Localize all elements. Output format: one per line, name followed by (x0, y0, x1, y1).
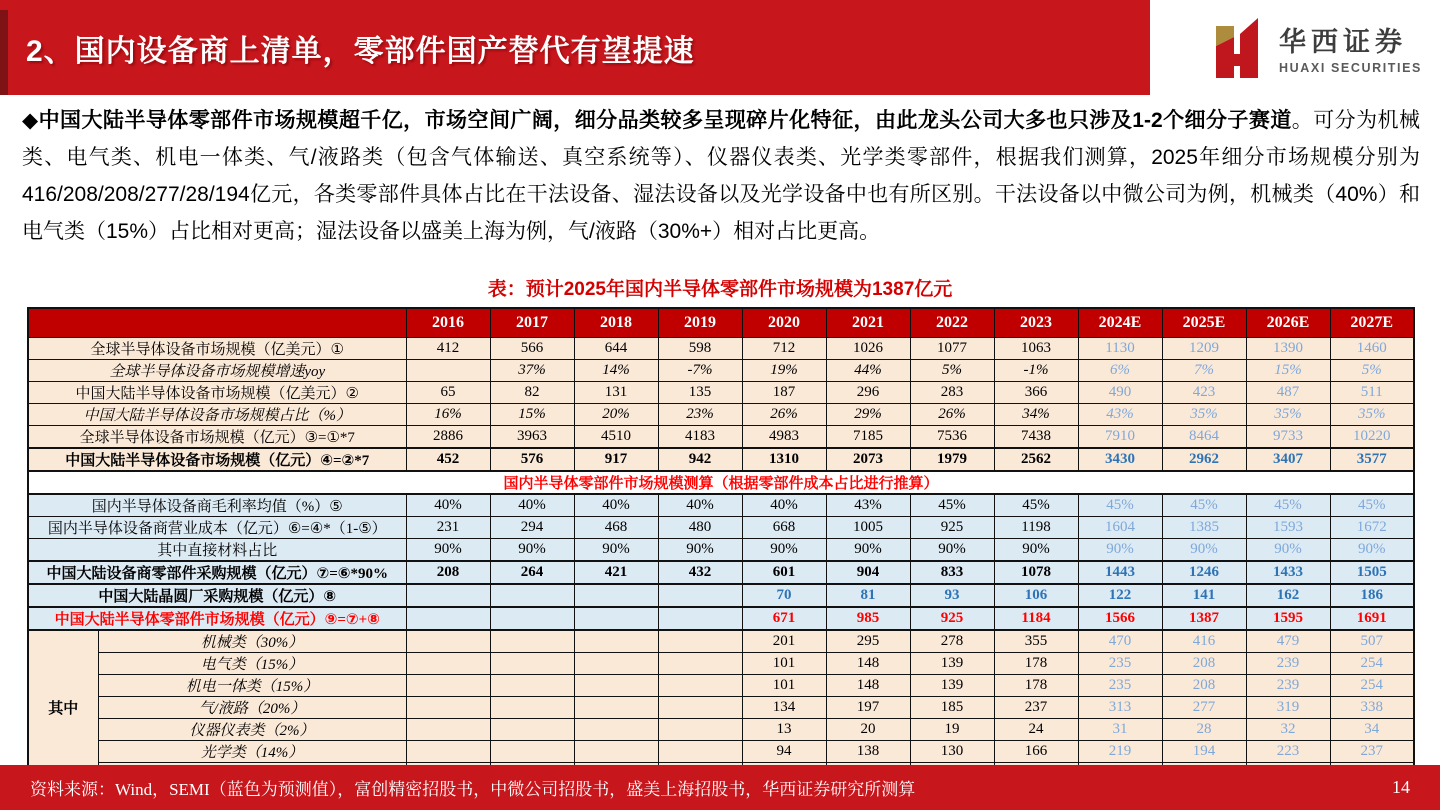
cell-value: 45% (1162, 494, 1246, 517)
cell-value: 355 (994, 630, 1078, 653)
cell-value (574, 718, 658, 740)
summary-regular-text: 。可分为机械类、电气类、机电一体类、气/液路类（包含气体输送、真空系统等）、仪器仪表类、光学类零部件，根据我们测算，2025年细分市场规模分别为416/208/208/277/28/194亿元，各类零部件具体占比在干法设备、湿法设备以及光学设备中也有所区别。干法设备以中微公司为例，机械类（40%）和电气类（15%）占比相对更高；湿法设备以盛美上海为例，气/液路（30%+）相对占比更高。 (22, 109, 1421, 243)
cell-value: 319 (1246, 696, 1330, 718)
cell-value: 237 (994, 696, 1078, 718)
cell-value: 295 (826, 630, 910, 653)
row-label: 中国大陆半导体零部件市场规模（亿元）⑨=⑦+⑧ (28, 607, 406, 630)
cell-value: 1691 (1330, 607, 1414, 630)
year-column-header: 2027E (1330, 308, 1414, 337)
cell-value: 35% (1330, 403, 1414, 425)
cell-value: -7% (658, 359, 742, 381)
row-label: 机械类（30%） (98, 630, 406, 653)
cell-value: 925 (910, 516, 994, 538)
row-label: 全球半导体设备市场规模（亿元）③=①*7 (28, 425, 406, 448)
cell-value: 1130 (1078, 337, 1162, 359)
cell-value: 40% (406, 494, 490, 517)
cell-value: 668 (742, 516, 826, 538)
cell-value: 925 (910, 607, 994, 630)
year-column-header: 2016 (406, 308, 490, 337)
cell-value: 187 (742, 381, 826, 403)
row-label: 中国大陆晶圆厂采购规模（亿元）⑧ (28, 584, 406, 607)
table-row (28, 425, 1414, 448)
cell-value: 598 (658, 337, 742, 359)
cell-value: 1387 (1162, 607, 1246, 630)
cell-value: 45% (1078, 494, 1162, 517)
cell-value: 432 (658, 561, 742, 584)
cell-value: 208 (1162, 674, 1246, 696)
cell-value: 101 (742, 652, 826, 674)
cell-value (658, 718, 742, 740)
cell-value: 94 (742, 740, 826, 762)
cell-value: 917 (574, 448, 658, 471)
cell-value: 24 (994, 718, 1078, 740)
cell-value (658, 674, 742, 696)
cell-value: 185 (910, 696, 994, 718)
table-row (28, 696, 1414, 718)
summary-paragraph (22, 102, 1420, 250)
cell-value: 81 (826, 584, 910, 607)
cell-value: 26% (910, 403, 994, 425)
year-column-header: 2024E (1078, 308, 1162, 337)
cell-value (490, 652, 574, 674)
cell-value: 601 (742, 561, 826, 584)
page-title: 2、国内设备商上清单，零部件国产替代有望提速 (26, 34, 695, 68)
cell-value: 9733 (1246, 425, 1330, 448)
cell-value: 487 (1246, 381, 1330, 403)
huaxi-logo-icon (1207, 16, 1267, 80)
cell-value: 235 (1078, 652, 1162, 674)
cell-value (574, 584, 658, 607)
cell-value: 40% (490, 494, 574, 517)
cell-value: 1443 (1078, 561, 1162, 584)
side-label: 其中 (28, 630, 98, 785)
cell-value (406, 674, 490, 696)
cell-value: 29% (826, 403, 910, 425)
cell-value: 423 (1162, 381, 1246, 403)
cell-value (490, 718, 574, 740)
source-note: 资料来源：Wind，SEMI（蓝色为预测值），富创精密招股书，中微公司招股书，盛美上海招股书，华西证券研究所测算 (30, 780, 916, 799)
cell-value: 3430 (1078, 448, 1162, 471)
page-number: 14 (1392, 777, 1410, 797)
table-row (28, 403, 1414, 425)
cell-value: 16% (406, 403, 490, 425)
cell-value: 10220 (1330, 425, 1414, 448)
cell-value: 1390 (1246, 337, 1330, 359)
logo-cn: 华西证券 (1279, 27, 1408, 57)
row-label: 机电一体类（15%） (98, 674, 406, 696)
cell-value: 90% (1330, 538, 1414, 561)
cell-value: 1063 (994, 337, 1078, 359)
cell-value: 452 (406, 448, 490, 471)
cell-value: 194 (1162, 740, 1246, 762)
data-table (27, 307, 1415, 786)
cell-value: 239 (1246, 674, 1330, 696)
cell-value (658, 607, 742, 630)
cell-value: 138 (826, 740, 910, 762)
cell-value: 90% (1246, 538, 1330, 561)
cell-value: 90% (910, 538, 994, 561)
cell-value: 4510 (574, 425, 658, 448)
cell-value: 101 (742, 674, 826, 696)
cell-value (406, 630, 490, 653)
row-label: 中国大陆设备商零部件采购规模（亿元）⑦=⑥*90% (28, 561, 406, 584)
cell-value: 82 (490, 381, 574, 403)
banner-accent-stripe (0, 10, 8, 95)
cell-value (574, 696, 658, 718)
cell-value: 186 (1330, 584, 1414, 607)
cell-value: 296 (826, 381, 910, 403)
cell-value: 1979 (910, 448, 994, 471)
table-row (28, 652, 1414, 674)
cell-value (658, 652, 742, 674)
cell-value (490, 630, 574, 653)
table-row (28, 561, 1414, 584)
cell-value (406, 584, 490, 607)
cell-value (574, 674, 658, 696)
cell-value: 37% (490, 359, 574, 381)
cell-value: 470 (1078, 630, 1162, 653)
cell-value: 366 (994, 381, 1078, 403)
cell-value: 70 (742, 584, 826, 607)
cell-value: 45% (1330, 494, 1414, 517)
year-column-header: 2018 (574, 308, 658, 337)
cell-value (406, 652, 490, 674)
title-banner (0, 0, 1150, 95)
table-row (28, 718, 1414, 740)
row-label: 光学类（14%） (98, 740, 406, 762)
cell-value: 1078 (994, 561, 1078, 584)
row-label: 电气类（15%） (98, 652, 406, 674)
cell-value: 8464 (1162, 425, 1246, 448)
cell-value: 28 (1162, 718, 1246, 740)
year-column-header: 2023 (994, 308, 1078, 337)
cell-value: 4983 (742, 425, 826, 448)
cell-value: 20 (826, 718, 910, 740)
cell-value: 5% (1330, 359, 1414, 381)
cell-value: 90% (574, 538, 658, 561)
cell-value: 416 (1162, 630, 1246, 653)
cell-value: 139 (910, 652, 994, 674)
cell-value: 1310 (742, 448, 826, 471)
cell-value: 264 (490, 561, 574, 584)
cell-value: 2886 (406, 425, 490, 448)
cell-value: 985 (826, 607, 910, 630)
row-label: 中国大陆半导体设备市场规模（亿元）④=②*7 (28, 448, 406, 471)
cell-value: 1026 (826, 337, 910, 359)
cell-value: 43% (826, 494, 910, 517)
cell-value: 223 (1246, 740, 1330, 762)
row-label: 中国大陆半导体设备市场规模占比（%） (28, 403, 406, 425)
cell-value: 6% (1078, 359, 1162, 381)
cell-value: 131 (574, 381, 658, 403)
cell-value: 712 (742, 337, 826, 359)
cell-value: 166 (994, 740, 1078, 762)
summary-bold-text: ◆中国大陆半导体零部件市场规模超千亿，市场空间广阔，细分品类较多呈现碎片化特征，由此龙头公司大多也只涉及1-2个细分子赛道 (22, 109, 1292, 132)
huaxi-logo (1193, 0, 1422, 95)
cell-value: 45% (994, 494, 1078, 517)
year-column-header: 2019 (658, 308, 742, 337)
cell-value: 162 (1246, 584, 1330, 607)
cell-value: 1246 (1162, 561, 1246, 584)
cell-value: 1184 (994, 607, 1078, 630)
cell-value (490, 584, 574, 607)
table-row (28, 538, 1414, 561)
cell-value: 671 (742, 607, 826, 630)
cell-value: 141 (1162, 584, 1246, 607)
cell-value: -1% (994, 359, 1078, 381)
cell-value: 15% (1246, 359, 1330, 381)
cell-value: 7536 (910, 425, 994, 448)
cell-value: 644 (574, 337, 658, 359)
cell-value (490, 740, 574, 762)
cell-value: 40% (742, 494, 826, 517)
cell-value: 7438 (994, 425, 1078, 448)
row-label: 气/液路（20%） (98, 696, 406, 718)
cell-value: 1672 (1330, 516, 1414, 538)
cell-value: 148 (826, 674, 910, 696)
cell-value: 32 (1246, 718, 1330, 740)
cell-value: 7185 (826, 425, 910, 448)
cell-value: 197 (826, 696, 910, 718)
cell-value: 148 (826, 652, 910, 674)
cell-value: 3407 (1246, 448, 1330, 471)
cell-value: 576 (490, 448, 574, 471)
cell-value (406, 359, 490, 381)
cell-value: 34% (994, 403, 1078, 425)
cell-value: 90% (406, 538, 490, 561)
cell-value: 490 (1078, 381, 1162, 403)
table-header-row (28, 308, 1414, 337)
cell-value: 135 (658, 381, 742, 403)
section-separator-label: 国内半导体零部件市场规模测算（根据零部件成本占比进行推算） (28, 471, 1414, 494)
table-row (28, 584, 1414, 607)
cell-value (490, 607, 574, 630)
cell-value: 90% (658, 538, 742, 561)
cell-value (490, 674, 574, 696)
cell-value: 313 (1078, 696, 1162, 718)
cell-value: 1198 (994, 516, 1078, 538)
cell-value: 35% (1162, 403, 1246, 425)
row-label: 中国大陆半导体设备市场规模（亿美元）② (28, 381, 406, 403)
cell-value: 90% (490, 538, 574, 561)
cell-value: 239 (1246, 652, 1330, 674)
cell-value: 278 (910, 630, 994, 653)
year-column-header: 2021 (826, 308, 910, 337)
cell-value: 7% (1162, 359, 1246, 381)
cell-value: 283 (910, 381, 994, 403)
cell-value: 338 (1330, 696, 1414, 718)
row-label: 仪器仪表类（2%） (98, 718, 406, 740)
cell-value: 45% (1246, 494, 1330, 517)
cell-value: 942 (658, 448, 742, 471)
table-row (28, 359, 1414, 381)
cell-value: 178 (994, 674, 1078, 696)
cell-value: 5% (910, 359, 994, 381)
cell-value: 90% (1162, 538, 1246, 561)
cell-value: 208 (1162, 652, 1246, 674)
cell-value: 13 (742, 718, 826, 740)
table-row (28, 337, 1414, 359)
cell-value: 421 (574, 561, 658, 584)
cell-value: 1593 (1246, 516, 1330, 538)
cell-value: 1566 (1078, 607, 1162, 630)
cell-value: 277 (1162, 696, 1246, 718)
cell-value: 31 (1078, 718, 1162, 740)
cell-value: 45% (910, 494, 994, 517)
cell-value: 1385 (1162, 516, 1246, 538)
cell-value: 2562 (994, 448, 1078, 471)
cell-value: 1460 (1330, 337, 1414, 359)
cell-value: 7910 (1078, 425, 1162, 448)
cell-value: 139 (910, 674, 994, 696)
table-row (28, 448, 1414, 471)
cell-value: 235 (1078, 674, 1162, 696)
cell-value (658, 630, 742, 653)
cell-value: 2962 (1162, 448, 1246, 471)
cell-value: 479 (1246, 630, 1330, 653)
cell-value: 1595 (1246, 607, 1330, 630)
row-label: 其中直接材料占比 (28, 538, 406, 561)
cell-value (658, 740, 742, 762)
table-row (28, 674, 1414, 696)
cell-value: 507 (1330, 630, 1414, 653)
cell-value: 254 (1330, 652, 1414, 674)
cell-value (574, 630, 658, 653)
cell-value: 90% (1078, 538, 1162, 561)
cell-value: 19% (742, 359, 826, 381)
cell-value: 19 (910, 718, 994, 740)
cell-value: 4183 (658, 425, 742, 448)
cell-value: 237 (1330, 740, 1414, 762)
cell-value (574, 607, 658, 630)
cell-value: 566 (490, 337, 574, 359)
cell-value: 511 (1330, 381, 1414, 403)
table-row (28, 381, 1414, 403)
cell-value: 44% (826, 359, 910, 381)
cell-value: 14% (574, 359, 658, 381)
logo-text (1279, 20, 1422, 75)
year-column-header: 2026E (1246, 308, 1330, 337)
cell-value: 1433 (1246, 561, 1330, 584)
logo-en: HUAXI SECURITIES (1279, 61, 1422, 75)
cell-value: 93 (910, 584, 994, 607)
cell-value: 1077 (910, 337, 994, 359)
cell-value: 65 (406, 381, 490, 403)
cell-value: 294 (490, 516, 574, 538)
table-title: 表：预计2025年国内半导体零部件市场规模为1387亿元 (487, 279, 953, 300)
cell-value (406, 740, 490, 762)
cell-value: 122 (1078, 584, 1162, 607)
cell-value (406, 696, 490, 718)
row-label: 全球半导体设备市场规模（亿美元）① (28, 337, 406, 359)
cell-value: 208 (406, 561, 490, 584)
corner-header-cell (28, 308, 406, 337)
cell-value: 412 (406, 337, 490, 359)
cell-value: 20% (574, 403, 658, 425)
cell-value: 3577 (1330, 448, 1414, 471)
cell-value (658, 696, 742, 718)
cell-value: 35% (1246, 403, 1330, 425)
cell-value (406, 607, 490, 630)
row-label: 国内半导体设备商毛利率均值（%）⑤ (28, 494, 406, 517)
table-row (28, 630, 1414, 653)
cell-value (574, 652, 658, 674)
row-label: 国内半导体设备商营业成本（亿元）⑥=④*（1-⑤） (28, 516, 406, 538)
cell-value (658, 584, 742, 607)
cell-value: 130 (910, 740, 994, 762)
cell-value: 1209 (1162, 337, 1246, 359)
footer-bar (0, 765, 1440, 810)
cell-value: 231 (406, 516, 490, 538)
cell-value: 468 (574, 516, 658, 538)
table-row (28, 471, 1414, 494)
year-column-header: 2025E (1162, 308, 1246, 337)
cell-value: 23% (658, 403, 742, 425)
cell-value: 43% (1078, 403, 1162, 425)
cell-value: 1505 (1330, 561, 1414, 584)
cell-value: 26% (742, 403, 826, 425)
table-row (28, 494, 1414, 517)
row-label: 全球半导体设备市场规模增速yoy (28, 359, 406, 381)
cell-value: 1604 (1078, 516, 1162, 538)
cell-value (406, 718, 490, 740)
year-column-header: 2022 (910, 308, 994, 337)
cell-value: 90% (826, 538, 910, 561)
cell-value: 134 (742, 696, 826, 718)
cell-value (574, 740, 658, 762)
cell-value: 34 (1330, 718, 1414, 740)
cell-value: 201 (742, 630, 826, 653)
cell-value: 904 (826, 561, 910, 584)
cell-value: 254 (1330, 674, 1414, 696)
cell-value: 15% (490, 403, 574, 425)
cell-value: 833 (910, 561, 994, 584)
cell-value: 40% (574, 494, 658, 517)
table-row (28, 516, 1414, 538)
cell-value: 3963 (490, 425, 574, 448)
cell-value: 1005 (826, 516, 910, 538)
table-row (28, 740, 1414, 762)
table-row (28, 607, 1414, 630)
year-column-header: 2020 (742, 308, 826, 337)
cell-value: 219 (1078, 740, 1162, 762)
cell-value: 90% (742, 538, 826, 561)
cell-value: 106 (994, 584, 1078, 607)
cell-value: 40% (658, 494, 742, 517)
cell-value: 2073 (826, 448, 910, 471)
cell-value: 480 (658, 516, 742, 538)
cell-value (490, 696, 574, 718)
year-column-header: 2017 (490, 308, 574, 337)
cell-value: 90% (994, 538, 1078, 561)
cell-value: 178 (994, 652, 1078, 674)
